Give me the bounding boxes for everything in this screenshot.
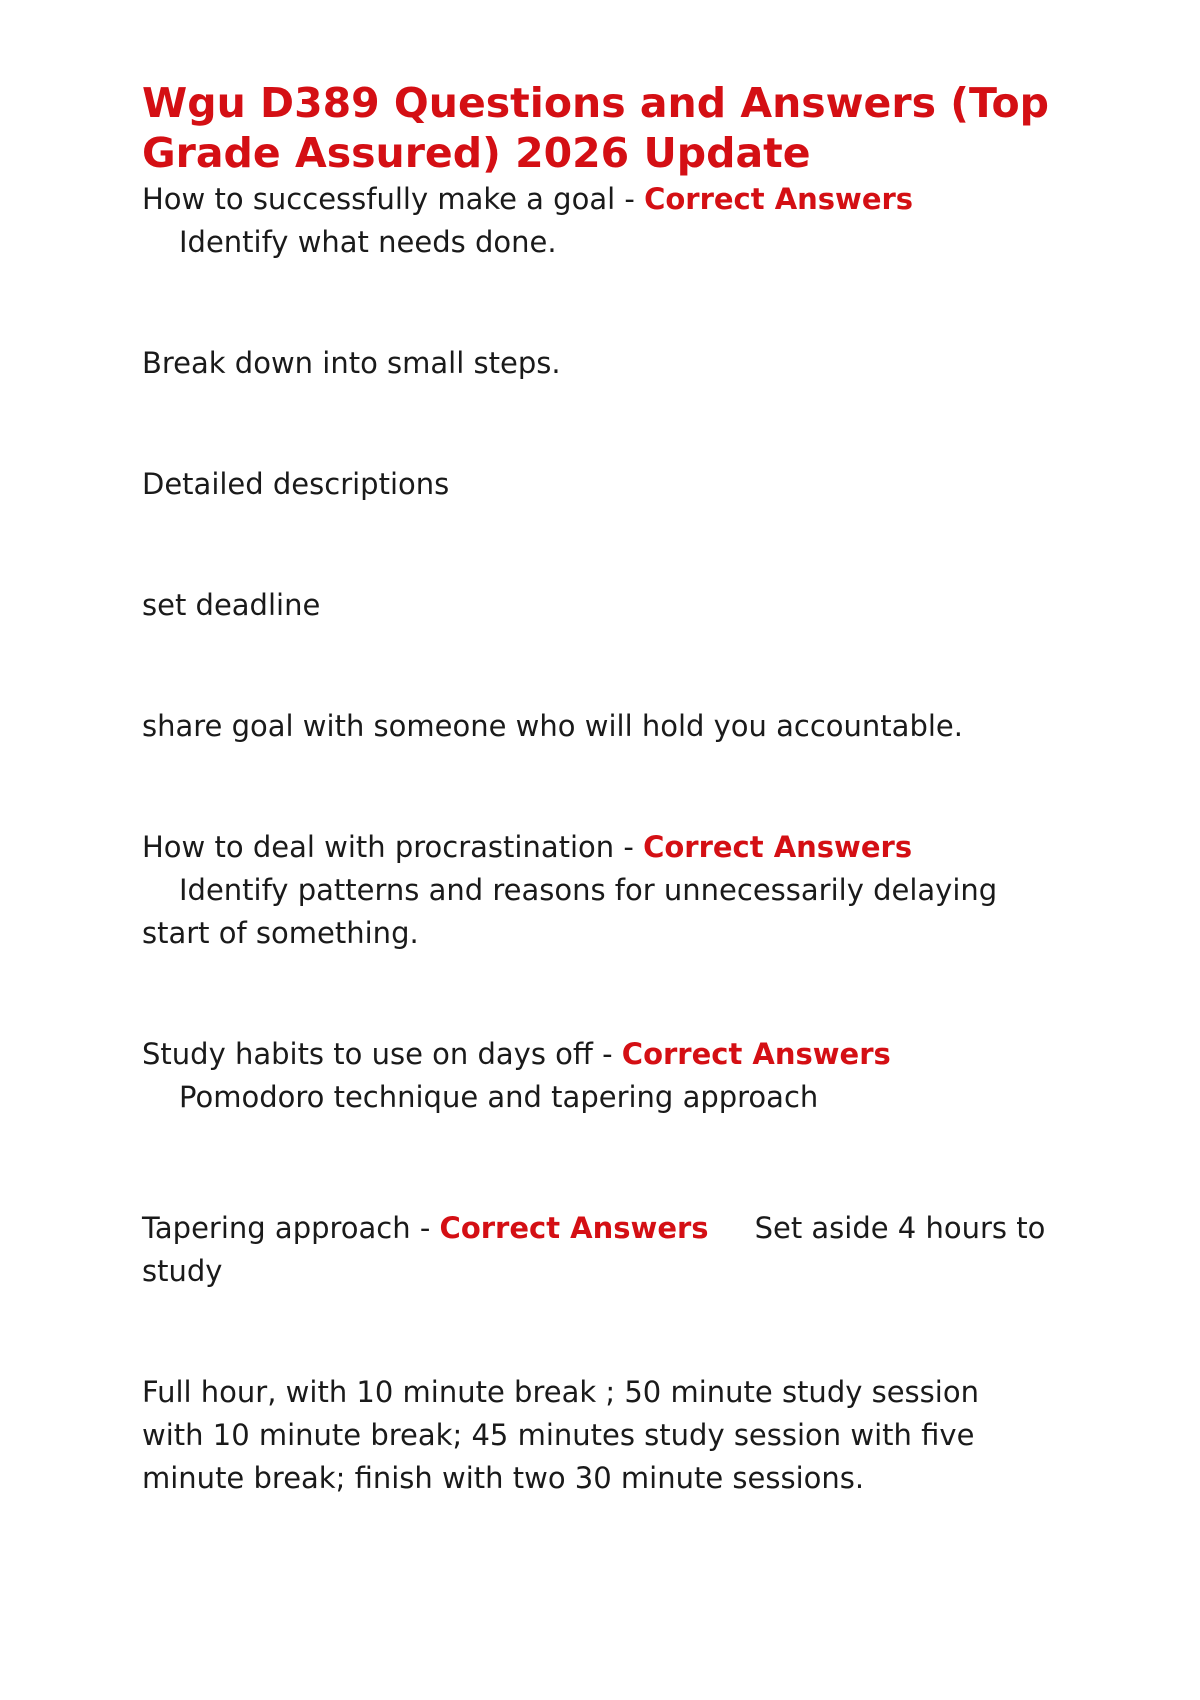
question-text: Tapering approach -	[142, 1211, 440, 1245]
answer-text: Set aside 4 hours to study	[142, 1211, 1046, 1288]
question-text: How to deal with procrastination -	[142, 830, 644, 864]
answer-text: Identify what needs done.	[179, 225, 557, 259]
answer-label: Correct Answers	[439, 1211, 709, 1245]
answer-label: Correct Answers	[621, 1037, 891, 1071]
qa-item-goal	[142, 178, 1082, 264]
answer-line: share goal with someone who will hold you accountable.	[142, 709, 963, 743]
document-page	[142, 78, 1082, 1500]
question-text: How to successfully make a goal -	[142, 182, 645, 216]
question-text: Study habits to use on days off -	[142, 1037, 622, 1071]
answer-text: Identify patterns and reasons for unnecessarily delaying	[179, 873, 998, 907]
qa-item-tapering	[142, 1207, 1072, 1293]
answer-line: Detailed descriptions	[142, 467, 450, 501]
document-body	[142, 178, 1082, 1500]
answer-line: Full hour, with 10 minute break ; 50 minute study session with 10 minute break; 45 minutes study session with five minute break; finish with two 30 minute sessions.	[142, 1375, 979, 1495]
page-title: Wgu D389 Questions and Answers (Top Grade Assured) 2026 Update	[142, 79, 1050, 177]
answer-line: Break down into small steps.	[142, 346, 561, 380]
answer-text-continued: start of something.	[142, 916, 419, 950]
answer-label: Correct Answers	[644, 182, 914, 216]
qa-item-study-habits	[142, 1033, 1082, 1119]
answer-text: Pomodoro technique and tapering approach	[179, 1080, 819, 1114]
answer-line: set deadline	[142, 588, 321, 622]
qa-item-procrastination	[142, 826, 1082, 955]
answer-label: Correct Answers	[643, 830, 913, 864]
